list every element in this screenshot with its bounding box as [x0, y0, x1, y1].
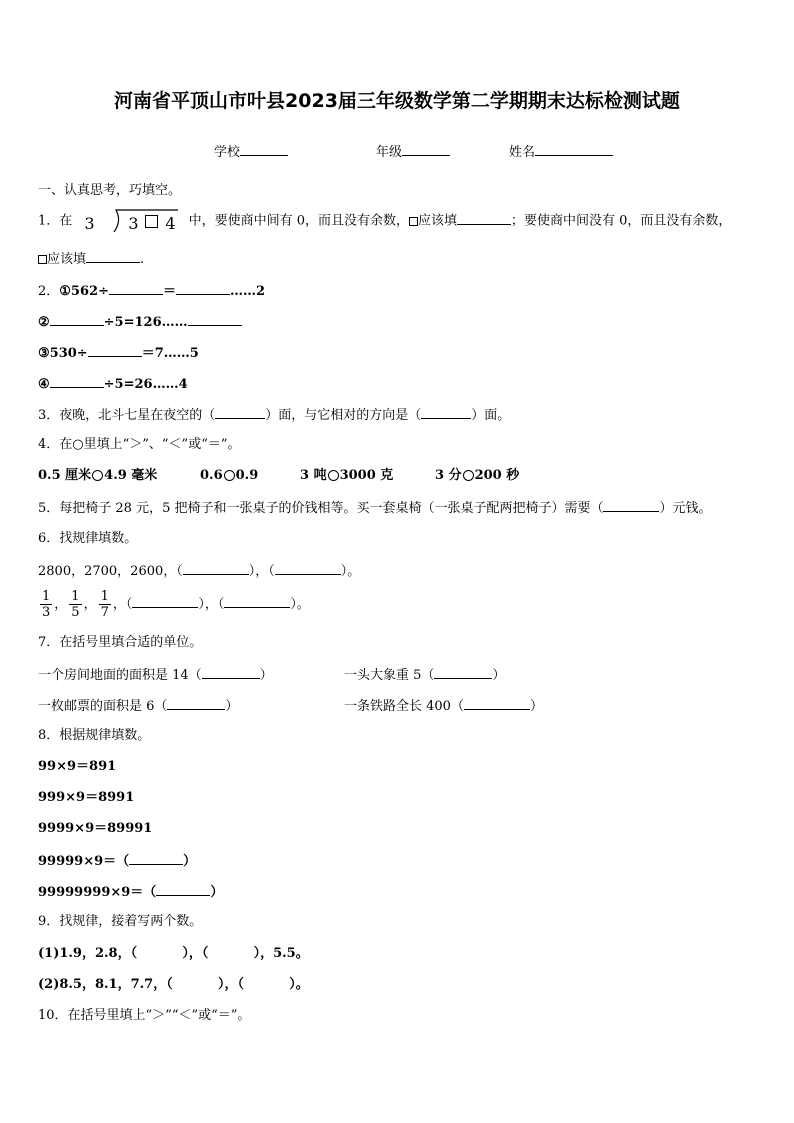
compare-item: 0.5 厘米 4.9 毫米	[38, 468, 158, 483]
question-4-title: 4．在○里填上“＞”、“＜”或“＝”。	[38, 437, 241, 452]
circle-blank[interactable]	[92, 470, 103, 481]
question-6-seq-2: $\frac{1}{3}$ ， $\frac{1}{5}$ ， $\frac{1}{7}$ ，（ ），（ ）。	[42, 589, 310, 620]
fraction: $\frac{1}{3}$	[42, 589, 51, 620]
question-9-line-2: (2)8.5，8.1，7.7，（ ），（ ）。	[38, 977, 309, 992]
grade-label: 年级	[376, 145, 403, 160]
answer-blank[interactable]	[86, 249, 140, 263]
question-8-line-1: 99×9＝891	[38, 759, 117, 774]
answer-blank[interactable]	[156, 882, 210, 896]
question-7-title: 7．在括号里填合适的单位。	[38, 635, 203, 650]
answer-blank[interactable]	[50, 312, 104, 326]
question-2-line-4: ④ ÷5=26……4	[38, 374, 188, 394]
circle-blank[interactable]	[328, 470, 339, 481]
section-heading: 一、认真思考，巧填空。	[38, 183, 182, 198]
answer-blank[interactable]	[188, 312, 242, 326]
question-9-line-1: (1)1.9，2.8，（ ），（ ），5.5。	[38, 946, 309, 961]
fraction: $\frac{1}{7}$	[100, 589, 109, 620]
answer-blank[interactable]	[215, 405, 265, 419]
answer-blank[interactable]	[603, 498, 659, 512]
long-division: 3 3 4	[80, 209, 180, 233]
question-8-line-2: 999×9＝8991	[38, 790, 135, 805]
question-6-seq-1: 2800，2700，2600，（ ），（ ）。	[38, 561, 360, 581]
circle-blank[interactable]	[224, 470, 235, 481]
question-1: 1．在 3 3 4 中，要使商中间有 0，而且没有余数， 应该填 ；要使商中间没有 0，而且没有余数，	[38, 209, 731, 234]
answer-blank[interactable]	[109, 281, 163, 295]
question-2-line-2: ② ÷5=126……	[38, 312, 242, 332]
answer-blank[interactable]	[434, 665, 492, 679]
name-field[interactable]	[535, 142, 613, 156]
answer-blank[interactable]	[421, 405, 471, 419]
answer-blank[interactable]	[129, 851, 183, 865]
grade-field[interactable]	[402, 142, 450, 156]
blank-square	[145, 215, 158, 228]
question-8-title: 8．根据规律填数。	[38, 728, 151, 743]
question-3: 3．夜晚，北斗七星在夜空的（ ）面，与它相对的方向是（ ）面。	[38, 405, 510, 425]
answer-blank[interactable]	[132, 594, 198, 608]
answer-blank[interactable]	[88, 343, 142, 357]
square-icon	[409, 217, 418, 226]
fraction: $\frac{1}{5}$	[71, 589, 80, 620]
question-2-line-1: 2．①562÷ ＝ ……2	[38, 281, 265, 301]
question-8-line-4: 99999×9＝（ ）	[38, 851, 196, 871]
compare-item: 0.6 0.9	[200, 468, 259, 483]
question-8-line-5: 99999999×9＝（ ）	[38, 882, 223, 902]
question-1-cont: 应该填 .	[38, 249, 144, 269]
answer-blank[interactable]	[275, 561, 341, 575]
answer-blank[interactable]	[457, 211, 511, 225]
answer-blank[interactable]	[464, 696, 530, 710]
question-2-line-3: ③530÷ ＝7……5	[38, 343, 199, 363]
circle-blank[interactable]	[463, 470, 474, 481]
square-icon	[38, 255, 47, 264]
answer-blank[interactable]	[176, 281, 230, 295]
answer-blank[interactable]	[50, 374, 104, 388]
question-10-title: 10．在括号里填上“＞”“＜”或“＝”。	[38, 1008, 251, 1023]
school-field[interactable]	[240, 142, 288, 156]
compare-item: 3 分 200 秒	[435, 468, 520, 483]
answer-blank[interactable]	[183, 561, 249, 575]
answer-blank[interactable]	[224, 594, 290, 608]
question-8-line-3: 9999×9＝89991	[38, 821, 153, 836]
compare-item: 3 吨 3000 克	[300, 468, 394, 483]
name-label: 姓名	[509, 145, 536, 160]
page-title: 河南省平顶山市叶县2023届三年级数学第二学期期末达标检测试题	[114, 90, 680, 112]
question-5: 5．每把椅子 28 元，5 把椅子和一张桌子的价钱相等。买一套桌椅（一张桌子配两把椅子）需要（ ）元钱。	[38, 498, 712, 518]
question-6-title: 6．找规律填数。	[38, 531, 138, 546]
school-label: 学校	[214, 145, 241, 160]
answer-blank[interactable]	[202, 665, 260, 679]
question-9-title: 9．找规律，接着写两个数。	[38, 914, 203, 929]
answer-blank[interactable]	[167, 696, 225, 710]
